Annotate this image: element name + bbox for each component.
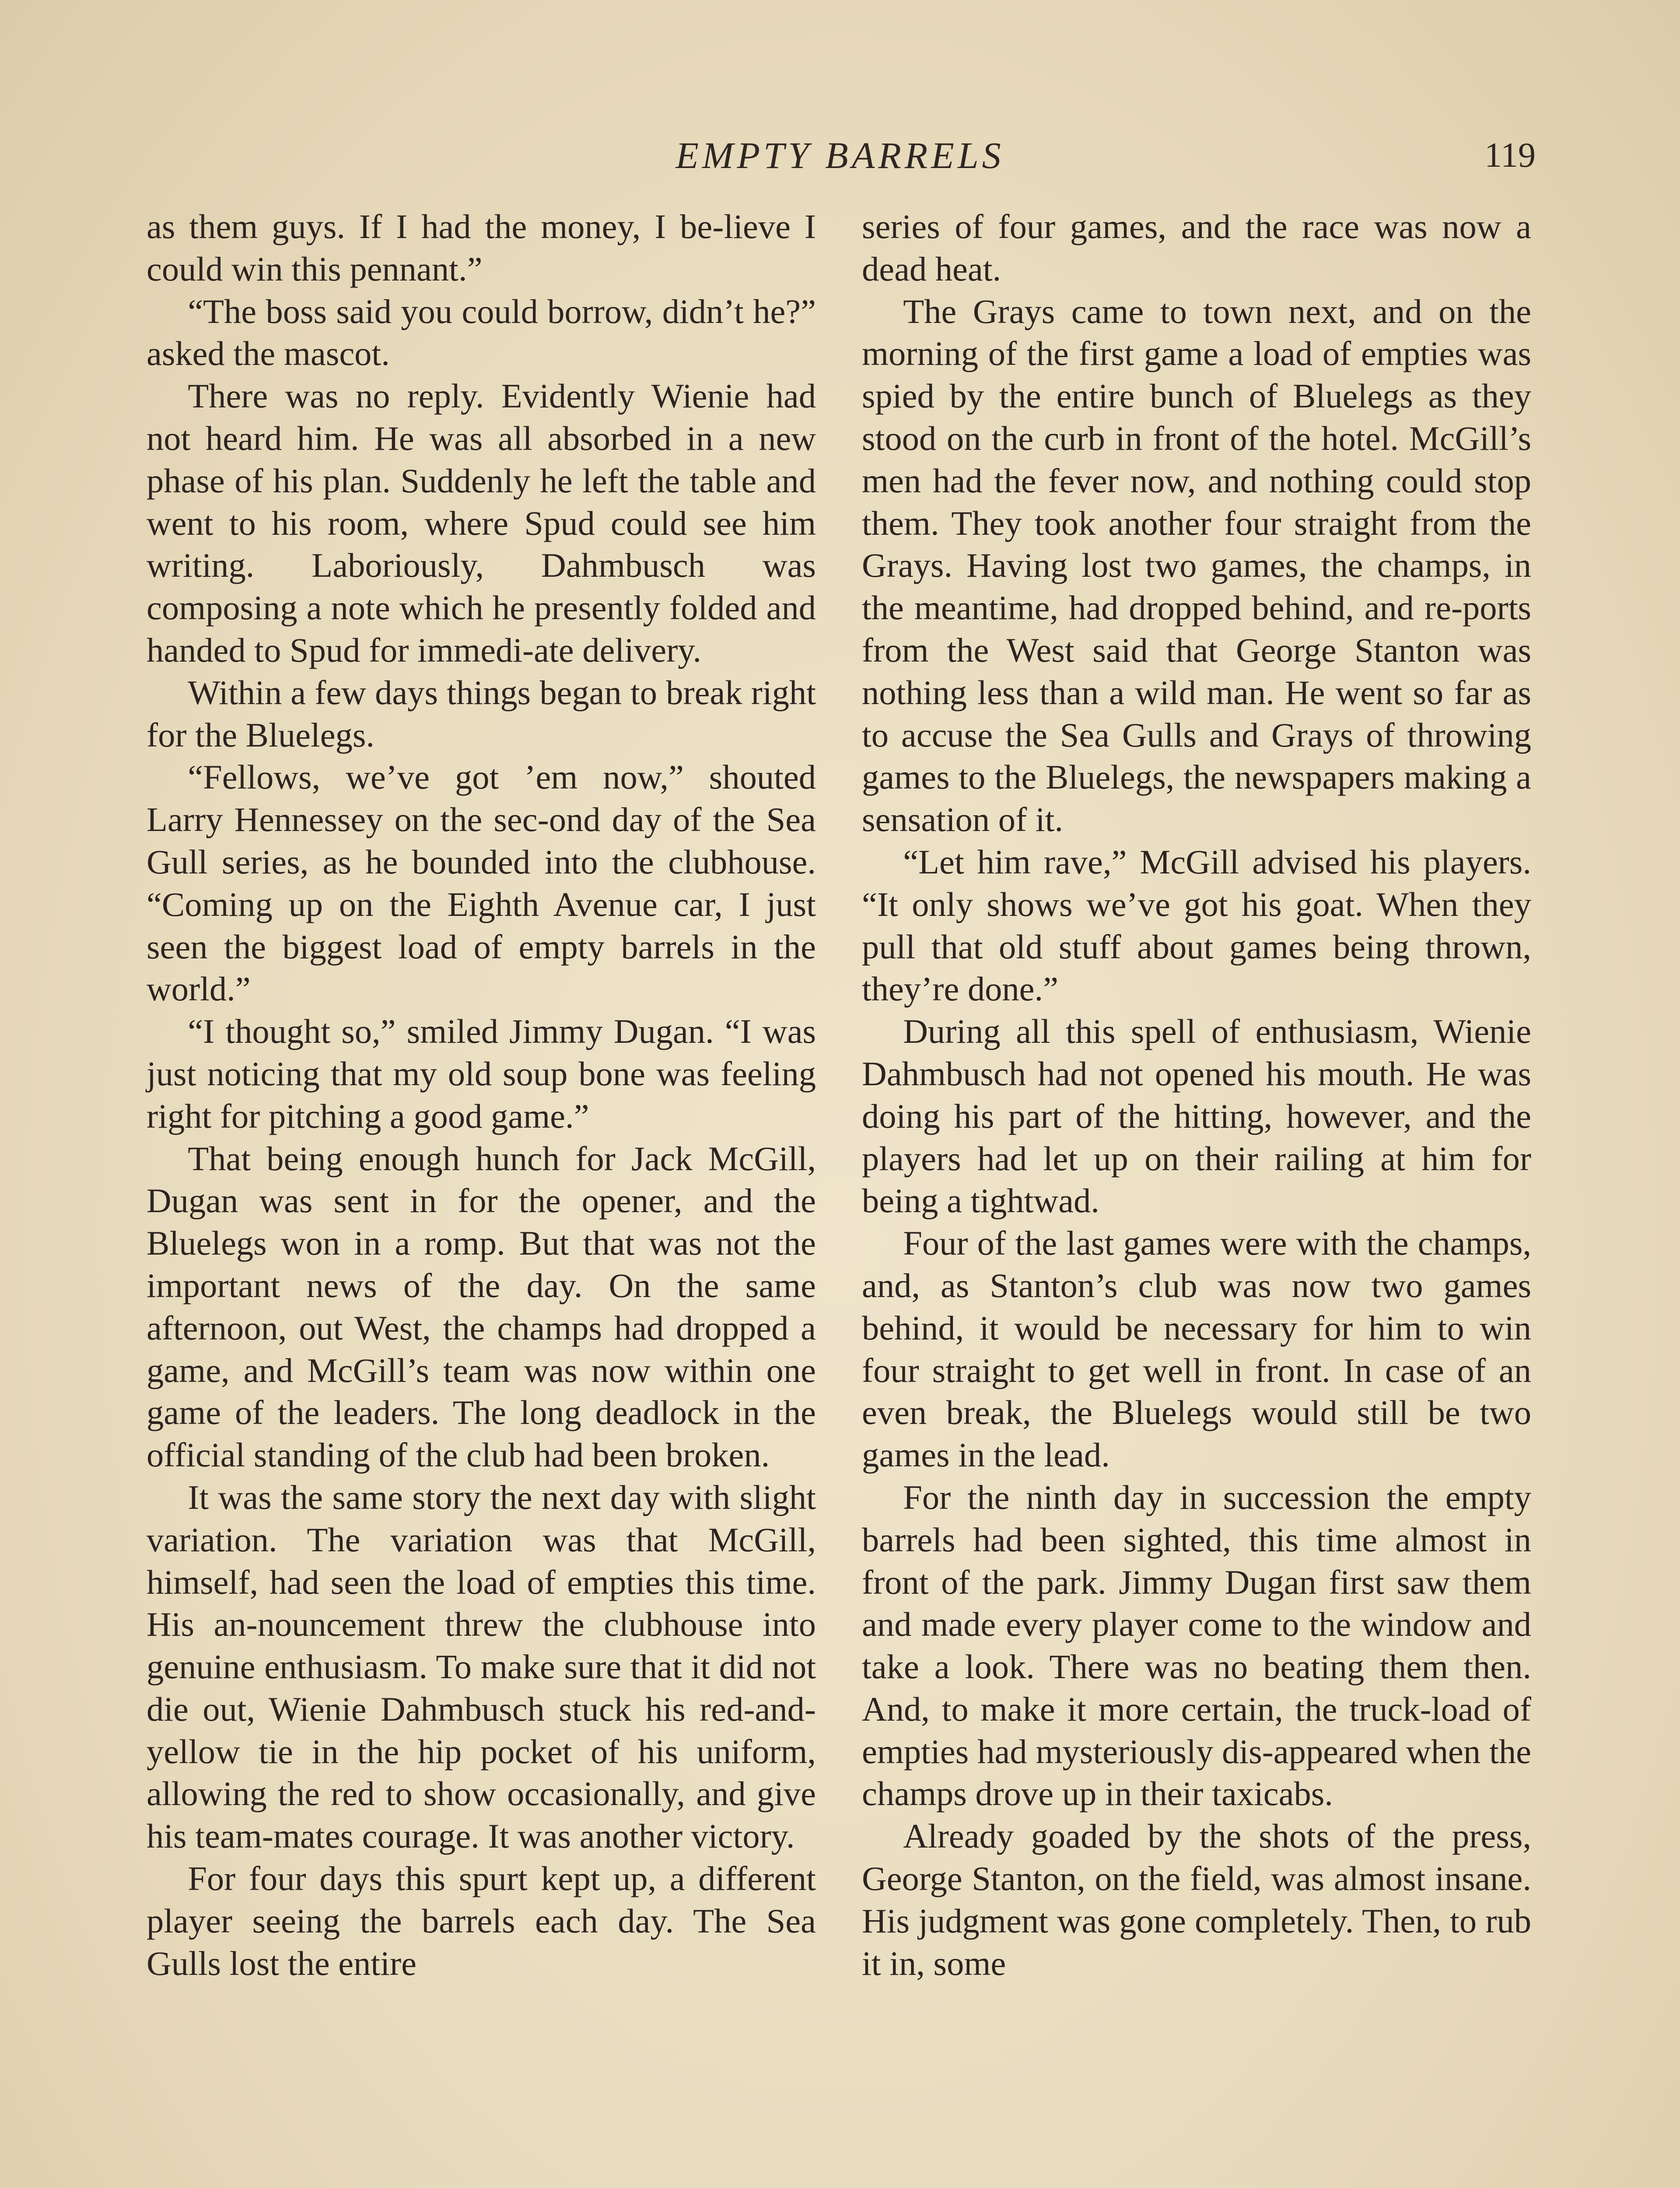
paragraph: as them guys. If I had the money, I be-lieve I could win this pennant.” bbox=[147, 207, 816, 288]
paragraph: That being enough hunch for Jack McGill, Dugan was sent in for the opener, and the Bluelegs won in a romp. But that was not the important news of the day. On the same afternoon, out West, the champs had dropped a game, and McGill’s team was now within one game of the leaders. The long deadlock in the official standing of the club had been broken. bbox=[147, 1139, 816, 1474]
paragraph: “Fellows, we’ve got ’em now,” shouted Larry Hennessey on the sec-ond day of the Sea Gull series, as he bounded into the clubhouse. “Coming up on the Eighth Avenue car, I just seen the biggest load of empty barrels in the world.” bbox=[147, 758, 816, 1008]
paragraph: The Grays came to town next, and on the morning of the first game a load of empties was spied by the entire bunch of Bluelegs as they stood on the curb in front of the hotel. McGill’s men had the fever now, and nothing could stop them. They took another four straight from the Grays. Having lost two games, the champs, in the meantime, had dropped behind, and re-ports from the West said that George Stanton was nothing less than a wild man. He went so far as to accuse the Sea Gulls and Grays of throwing games to the Bluelegs, the newspapers making a sensation of it. bbox=[862, 292, 1531, 839]
paragraph: “Let him rave,” McGill advised his players. “It only shows we’ve got his goat. When they pull that old stuff about games being thrown, they’re done.” bbox=[862, 842, 1531, 1008]
page-number: 119 bbox=[1484, 136, 1536, 175]
left-column bbox=[147, 206, 816, 1985]
paragraph: For four days this spurt kept up, a different player seeing the barrels each day. The Sea Gulls lost the entire bbox=[147, 1859, 816, 1982]
running-head bbox=[0, 127, 1680, 184]
paragraph: Within a few days things began to break right for the Bluelegs. bbox=[147, 673, 816, 754]
paragraph: Already goaded by the shots of the press, George Stanton, on the field, was almost insane. His judgment was gone completely. Then, to rub it in, some bbox=[862, 1817, 1531, 1982]
running-title: EMPTY BARRELS bbox=[676, 134, 1004, 176]
paragraph: “I thought so,” smiled Jimmy Dugan. “I was just noticing that my old soup bone was feeling right for pitching a good game.” bbox=[147, 1012, 816, 1135]
paragraph: For the ninth day in succession the empty barrels had been sighted, this time almost in front of the park. Jimmy Dugan first saw them and made every player come to the window and take a look. There was no beating them then. And, to make it more certain, the truck-load of empties had mysteriously dis-appeared when the champs drove up in their taxicabs. bbox=[862, 1478, 1531, 1813]
paragraph: “The boss said you could borrow, didn’t he?” asked the mascot. bbox=[147, 292, 816, 373]
paragraph: It was the same story the next day with slight variation. The variation was that McGill, himself, had seen the load of empties this time. His an-nouncement threw the clubhouse into genuine enthusiasm. To make sure that it did not die out, Wienie Dahmbusch stuck his red-and-yellow tie in the hip pocket of his uniform, allowing the red to show occasionally, and give his team-mates courage. It was another victory. bbox=[147, 1478, 816, 1855]
right-column bbox=[862, 206, 1531, 1985]
paragraph: Four of the last games were with the champs, and, as Stanton’s club was now two games behind, it would be necessary for him to win four straight to get well in front. In case of an even break, the Bluelegs would still be two games in the lead. bbox=[862, 1224, 1531, 1474]
paragraph: series of four games, and the race was now a dead heat. bbox=[862, 207, 1531, 288]
paragraph: There was no reply. Evidently Wienie had not heard him. He was all absorbed in a new phase of his plan. Suddenly he left the table and went to his room, where Spud could see him writing. Laboriously, Dahmbusch was composing a note which he presently folded and handed to Spud for immedi-ate delivery. bbox=[147, 377, 816, 669]
paragraph: During all this spell of enthusiasm, Wienie Dahmbusch had not opened his mouth. He was doing his part of the hitting, however, and the players had let up on their railing at him for being a tightwad. bbox=[862, 1012, 1531, 1220]
